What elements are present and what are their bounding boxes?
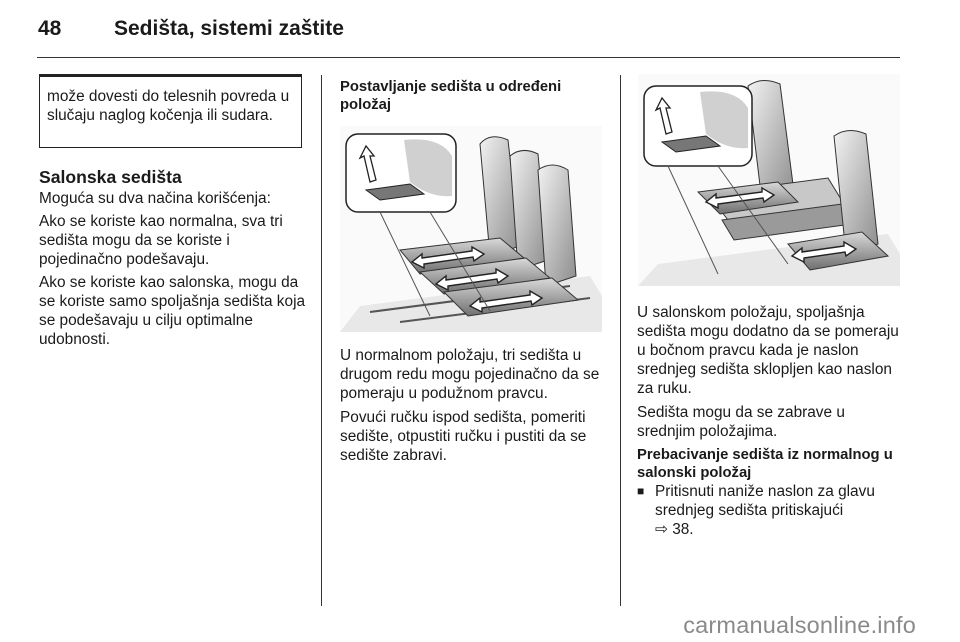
bullet-text: Pritisnuti naniže naslon za glavu srednjeg sedišta pritiskajući ⇨ 38. bbox=[655, 483, 875, 538]
column-divider bbox=[620, 75, 621, 606]
section-heading: Salonska sedišta bbox=[39, 167, 182, 187]
paragraph: U salonskom položaju, spoljašnja sedišta mogu dodatno da se pomeraju u bočnom pravcu kada je naslon srednjeg sedišta sklopljen kao naslon za ruku. bbox=[637, 304, 899, 397]
page-reference-link[interactable]: ⇨ 38. bbox=[655, 521, 694, 538]
subsection-heading: Prebacivanje sedišta iz normalnog u salonski položaj bbox=[637, 447, 893, 481]
figure-seats-longitudinal bbox=[340, 126, 602, 332]
paragraph: U normalnom položaju, tri sedišta u drugom redu mogu pojedinačno da se pomeraju u podužnom pravcu. bbox=[340, 347, 600, 402]
column-1 bbox=[39, 167, 311, 353]
paragraph: Ako se koriste kao normalna, sva tri sedišta mogu da se koriste i pojedinačno podešavaju. bbox=[39, 213, 283, 268]
paragraph: Ako se koriste kao salonska, mogu da se koriste samo spoljašnja sedišta koja se podešavaju u cilju optimalne udobnosti. bbox=[39, 274, 306, 348]
page-title: Sedišta, sistemi zaštite bbox=[114, 17, 344, 40]
paragraph: Povući ručku ispod sedišta, pomeriti sedište, otpustiti ručku i pustiti da se sedište zabravi. bbox=[340, 409, 587, 464]
page-number: 48 bbox=[38, 17, 62, 40]
header-rule bbox=[37, 57, 900, 58]
paragraph: Moguća su dva načina korišćenja: bbox=[39, 190, 271, 207]
arrow-right-icon: ⇨ bbox=[655, 521, 668, 538]
column-2-heading-block bbox=[340, 78, 606, 114]
column-divider bbox=[321, 75, 322, 606]
column-3-text bbox=[637, 303, 903, 539]
warning-note-text: može dovesti do telesnih povreda u slučaju naglog kočenja ili sudara. bbox=[47, 88, 290, 124]
bullet-item bbox=[637, 482, 903, 539]
watermark: carmanualsonline.info bbox=[683, 612, 916, 638]
bullet-square-icon: ■ bbox=[637, 484, 645, 498]
paragraph: Sedišta mogu da se zabrave u srednjim položajima. bbox=[637, 404, 845, 440]
subsection-heading: Postavljanje sedišta u određeni položaj bbox=[340, 79, 562, 113]
warning-note-box bbox=[39, 74, 302, 148]
column-2-text bbox=[340, 346, 608, 470]
figure-seats-lounge bbox=[638, 74, 900, 286]
